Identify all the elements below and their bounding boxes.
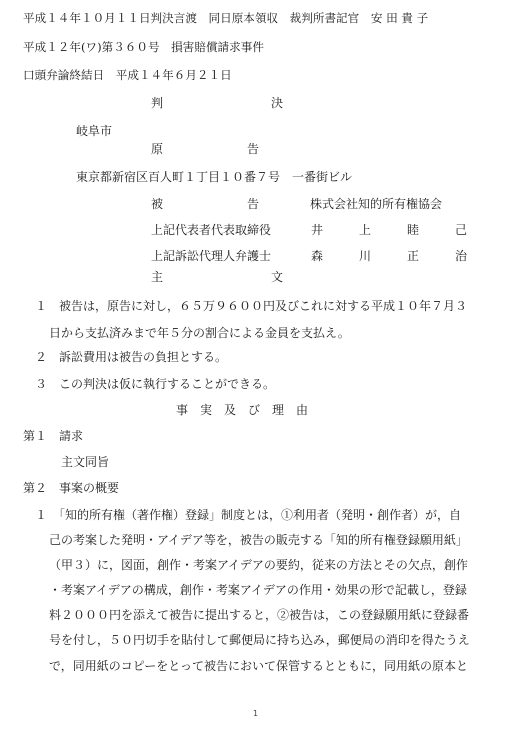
case-header-line-1: 平成１４年１０月１１日判決言渡 同日原本領収 裁判所書記官 安 田 貴 子 [23,11,429,25]
main-text-item-1-line-1: １ 被告は，原告に対し，６５万９６００円及びこれに対する平成１０年７月３ [35,299,468,313]
representative-name: 井 上 睦 己 [311,223,468,237]
section-2-line-2: 己の考案した発明・アイデア等を，被告の販売する「知的所有権登録願用紙」 [49,533,468,547]
defendant-name: 株式会社知的所有権協会 [310,197,443,211]
reasons-heading: 事 実 及 び 理 由 [176,403,309,417]
section-2-line-3: （甲３）に，図面，創作・考案アイデアの要約，従来の方法とその欠点，創作 [49,558,468,572]
plaintiff-address: 岐阜市 [76,124,113,138]
attorney-label: 上記訴訟代理人弁護士 [151,249,272,263]
defendant-label: 被 告 [151,197,260,211]
section-1-heading: 第１ 請求 [23,429,84,443]
main-text-item-2: ２ 訴訟費用は被告の負担とする。 [35,350,228,364]
judgment-title: 判 決 [151,96,284,110]
section-2-line-4: ・考案アイデアの構成，創作・考案アイデアの作用・効果の形で記載し，登録 [49,583,467,597]
representative-label: 上記代表者代表取締役 [151,223,272,237]
case-header-line-2: 平成１２年(ワ)第３６０号 損害賠償請求事件 [23,40,264,54]
section-2-line-6: 号を付し，５０円切手を貼付して郵便局に持ち込み，郵便局の消印を得たうえ [49,633,470,647]
section-2-line-1: １ 「知的所有権（著作権）登録」制度とは，①利用者（発明・創作者）が，自 [35,508,462,522]
page-number: 1 [253,709,259,718]
section-2-heading: 第２ 事案の概要 [23,481,120,495]
main-text-item-3: ３ この判決は仮に執行することができる。 [35,377,276,391]
main-text-heading: 主 文 [151,270,284,284]
case-header-line-3: 口頭弁論終結日 平成１４年６月２１日 [23,68,232,82]
section-2-line-7: で，同用紙のコピーをとって被告において保管するとともに，同用紙の原本と [49,659,469,673]
section-2-line-5: 料２０００円を添えて被告に提出すると，②被告は，この登録願用紙に登録番 [49,608,470,622]
section-1-body: 主文同旨 [61,455,110,469]
main-text-item-1-line-2: 日から支払済みまで年５分の割合による金員を支払え。 [49,326,350,340]
attorney-name: 森 川 正 治 [311,249,468,263]
plaintiff-label: 原 告 [151,142,260,156]
defendant-address: 東京都新宿区百人町１丁目１０番７号 一番街ビル [76,170,353,184]
